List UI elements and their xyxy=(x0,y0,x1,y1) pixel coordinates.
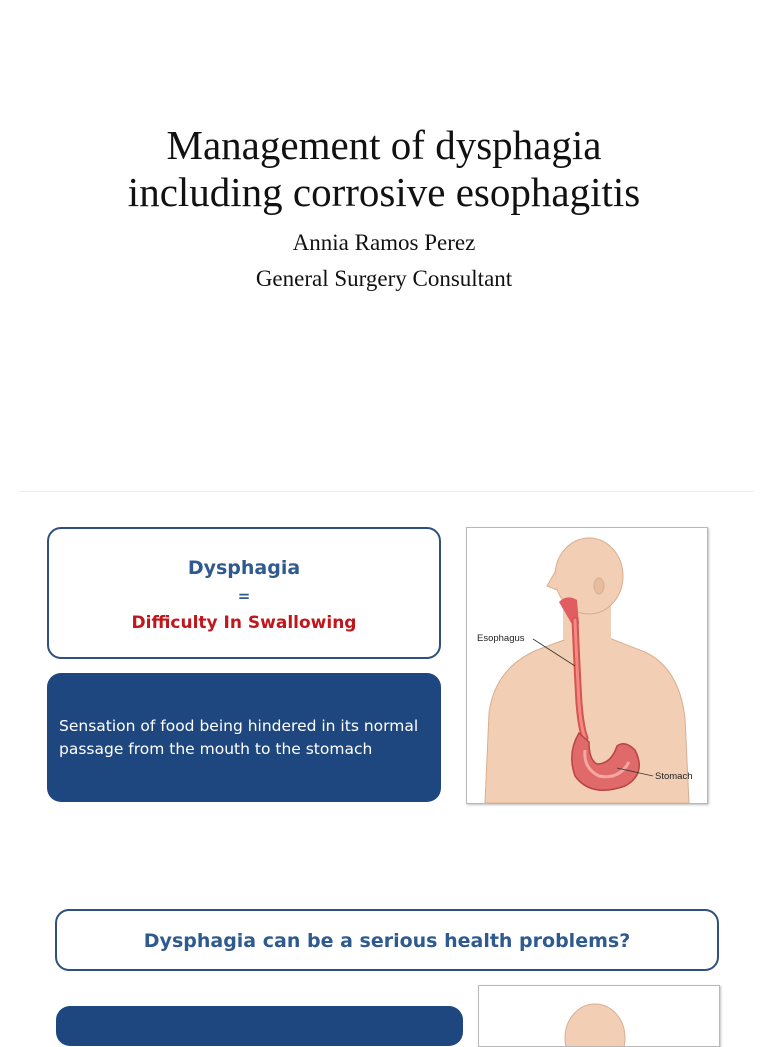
esophagus-anatomy-image xyxy=(466,527,708,804)
anatomy-image-partial xyxy=(478,985,720,1047)
author-role: General Surgery Consultant xyxy=(255,266,513,291)
slide-divider xyxy=(18,491,754,492)
term-heading: Dysphagia xyxy=(187,557,301,579)
description-text: Sensation of food being hindered in its normal passage from the mouth to the stomach xyxy=(59,717,419,758)
question-box xyxy=(55,909,719,971)
question-text: Dysphagia can be a serious health problems? xyxy=(143,930,631,952)
anatomy-illustration xyxy=(467,528,707,803)
definition-box xyxy=(47,527,441,659)
anatomy-illustration-partial xyxy=(479,986,719,1046)
esophagus-label: Esophagus xyxy=(477,633,525,644)
title-line-2: including corrosive esophagitis xyxy=(127,169,641,215)
next-content-box xyxy=(56,1006,463,1046)
title-slide xyxy=(0,0,768,490)
stomach-label: Stomach xyxy=(655,771,693,782)
definition-text: Difficulty In Swallowing xyxy=(131,613,357,633)
slide-title xyxy=(0,122,768,216)
description-box xyxy=(47,673,441,802)
title-line-1: Management of dysphagia xyxy=(166,122,602,168)
author-name: Annia Ramos Perez xyxy=(292,230,476,255)
equals-sign: = xyxy=(237,587,251,605)
